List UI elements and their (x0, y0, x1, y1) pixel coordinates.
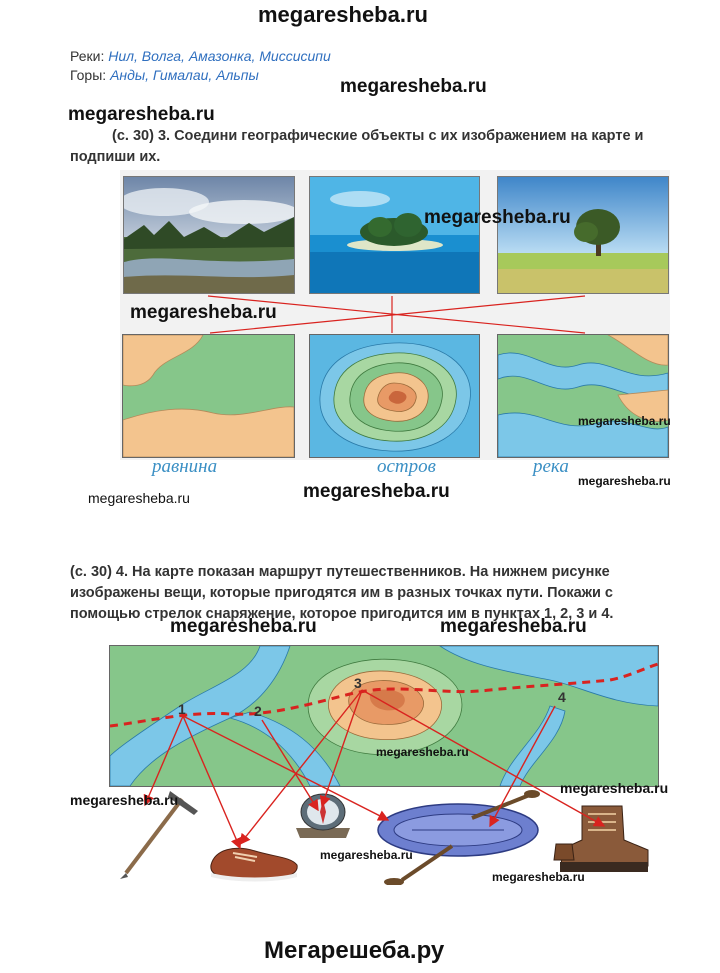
watermark: megaresheba.ru (70, 792, 179, 808)
task4-line2: изображены вещи, которые пригодятся им в разных точках пути. Покажи с (70, 585, 613, 601)
watermark: megaresheba.ru (492, 870, 585, 884)
route-point-4: 4 (558, 689, 566, 705)
watermark: megaresheba.ru (170, 616, 317, 637)
watermark: megaresheba.ru (303, 481, 450, 502)
task3-line1: 3. Соедини географические объекты с их изображением на карте и (157, 128, 644, 144)
watermark: megaresheba.ru (424, 207, 571, 228)
watermark: megaresheba.ru (88, 490, 190, 506)
task3-line2: подпиши их. (70, 149, 161, 165)
header-watermark: megaresheba.ru (258, 2, 428, 27)
caption-island: остров (377, 456, 436, 477)
mountains-value: Анды, Гималаи, Альпы (110, 67, 259, 83)
watermark: megaresheba.ru (560, 780, 669, 796)
watermark: megaresheba.ru (340, 76, 487, 97)
task4-line3: помощью стрелок снаряжение, которое пригодится им в пунктах 1, 2, 3 и 4. (70, 606, 614, 622)
task3-page-ref: (с. 30) (112, 128, 154, 144)
watermark: megaresheba.ru (440, 616, 587, 637)
rivers-label: Реки: (70, 48, 105, 64)
task4-line1: (с. 30) 4. На карте показан маршрут путешественников. На нижнем рисунке (70, 564, 610, 580)
footer-title: Мегарешеба.ру (264, 937, 445, 964)
watermark: megaresheba.ru (68, 104, 215, 125)
route-point-3: 3 (354, 675, 362, 691)
caption-river: река (533, 456, 569, 477)
watermark: megaresheba.ru (130, 302, 277, 323)
watermark: megaresheba.ru (578, 414, 671, 428)
watermark: megaresheba.ru (320, 848, 413, 862)
route-point-2: 2 (254, 703, 262, 719)
mountains-label: Горы: (70, 67, 107, 83)
watermark: megaresheba.ru (578, 474, 671, 488)
caption-plain: равнина (152, 456, 218, 477)
rivers-value: Нил, Волга, Амазонка, Миссисипи (108, 48, 331, 64)
watermark: megaresheba.ru (376, 745, 469, 759)
route-point-1: 1 (178, 701, 186, 717)
